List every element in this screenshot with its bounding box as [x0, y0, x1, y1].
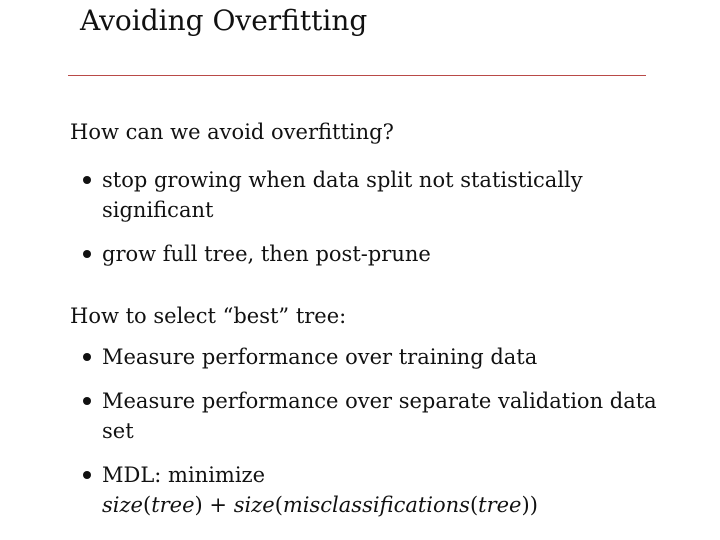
section-heading-select: How to select “best” tree:: [70, 304, 347, 328]
bullet-text: Measure performance over training data: [102, 345, 538, 369]
bullet-dot-icon: [83, 176, 91, 184]
bullet-text: MDL: minimize: [102, 463, 266, 487]
bullet-text: grow full tree, then post-prune: [102, 242, 431, 266]
list-item: [80, 342, 680, 372]
bullet-dot-icon: [83, 250, 91, 258]
bullet-dot-icon: [83, 471, 91, 479]
list-item: [80, 386, 680, 446]
section-heading-avoid: How can we avoid overfitting?: [70, 120, 394, 144]
slide-title: Avoiding Overfitting: [80, 4, 368, 37]
bullet-dot-icon: [83, 397, 91, 405]
bullet-list-avoid: [80, 165, 680, 283]
bullet-text: Measure performance over separate validation data set: [102, 389, 657, 443]
list-item: [80, 239, 680, 269]
list-item: [80, 165, 680, 225]
title-divider: [68, 75, 646, 76]
bullet-dot-icon: [83, 353, 91, 361]
bullet-text: stop growing when data split not statistically significant: [102, 168, 583, 222]
mdl-formula: size(tree) + size(misclassifications(tree)): [102, 493, 538, 517]
list-item: [80, 460, 680, 520]
bullet-list-select: [80, 342, 680, 534]
